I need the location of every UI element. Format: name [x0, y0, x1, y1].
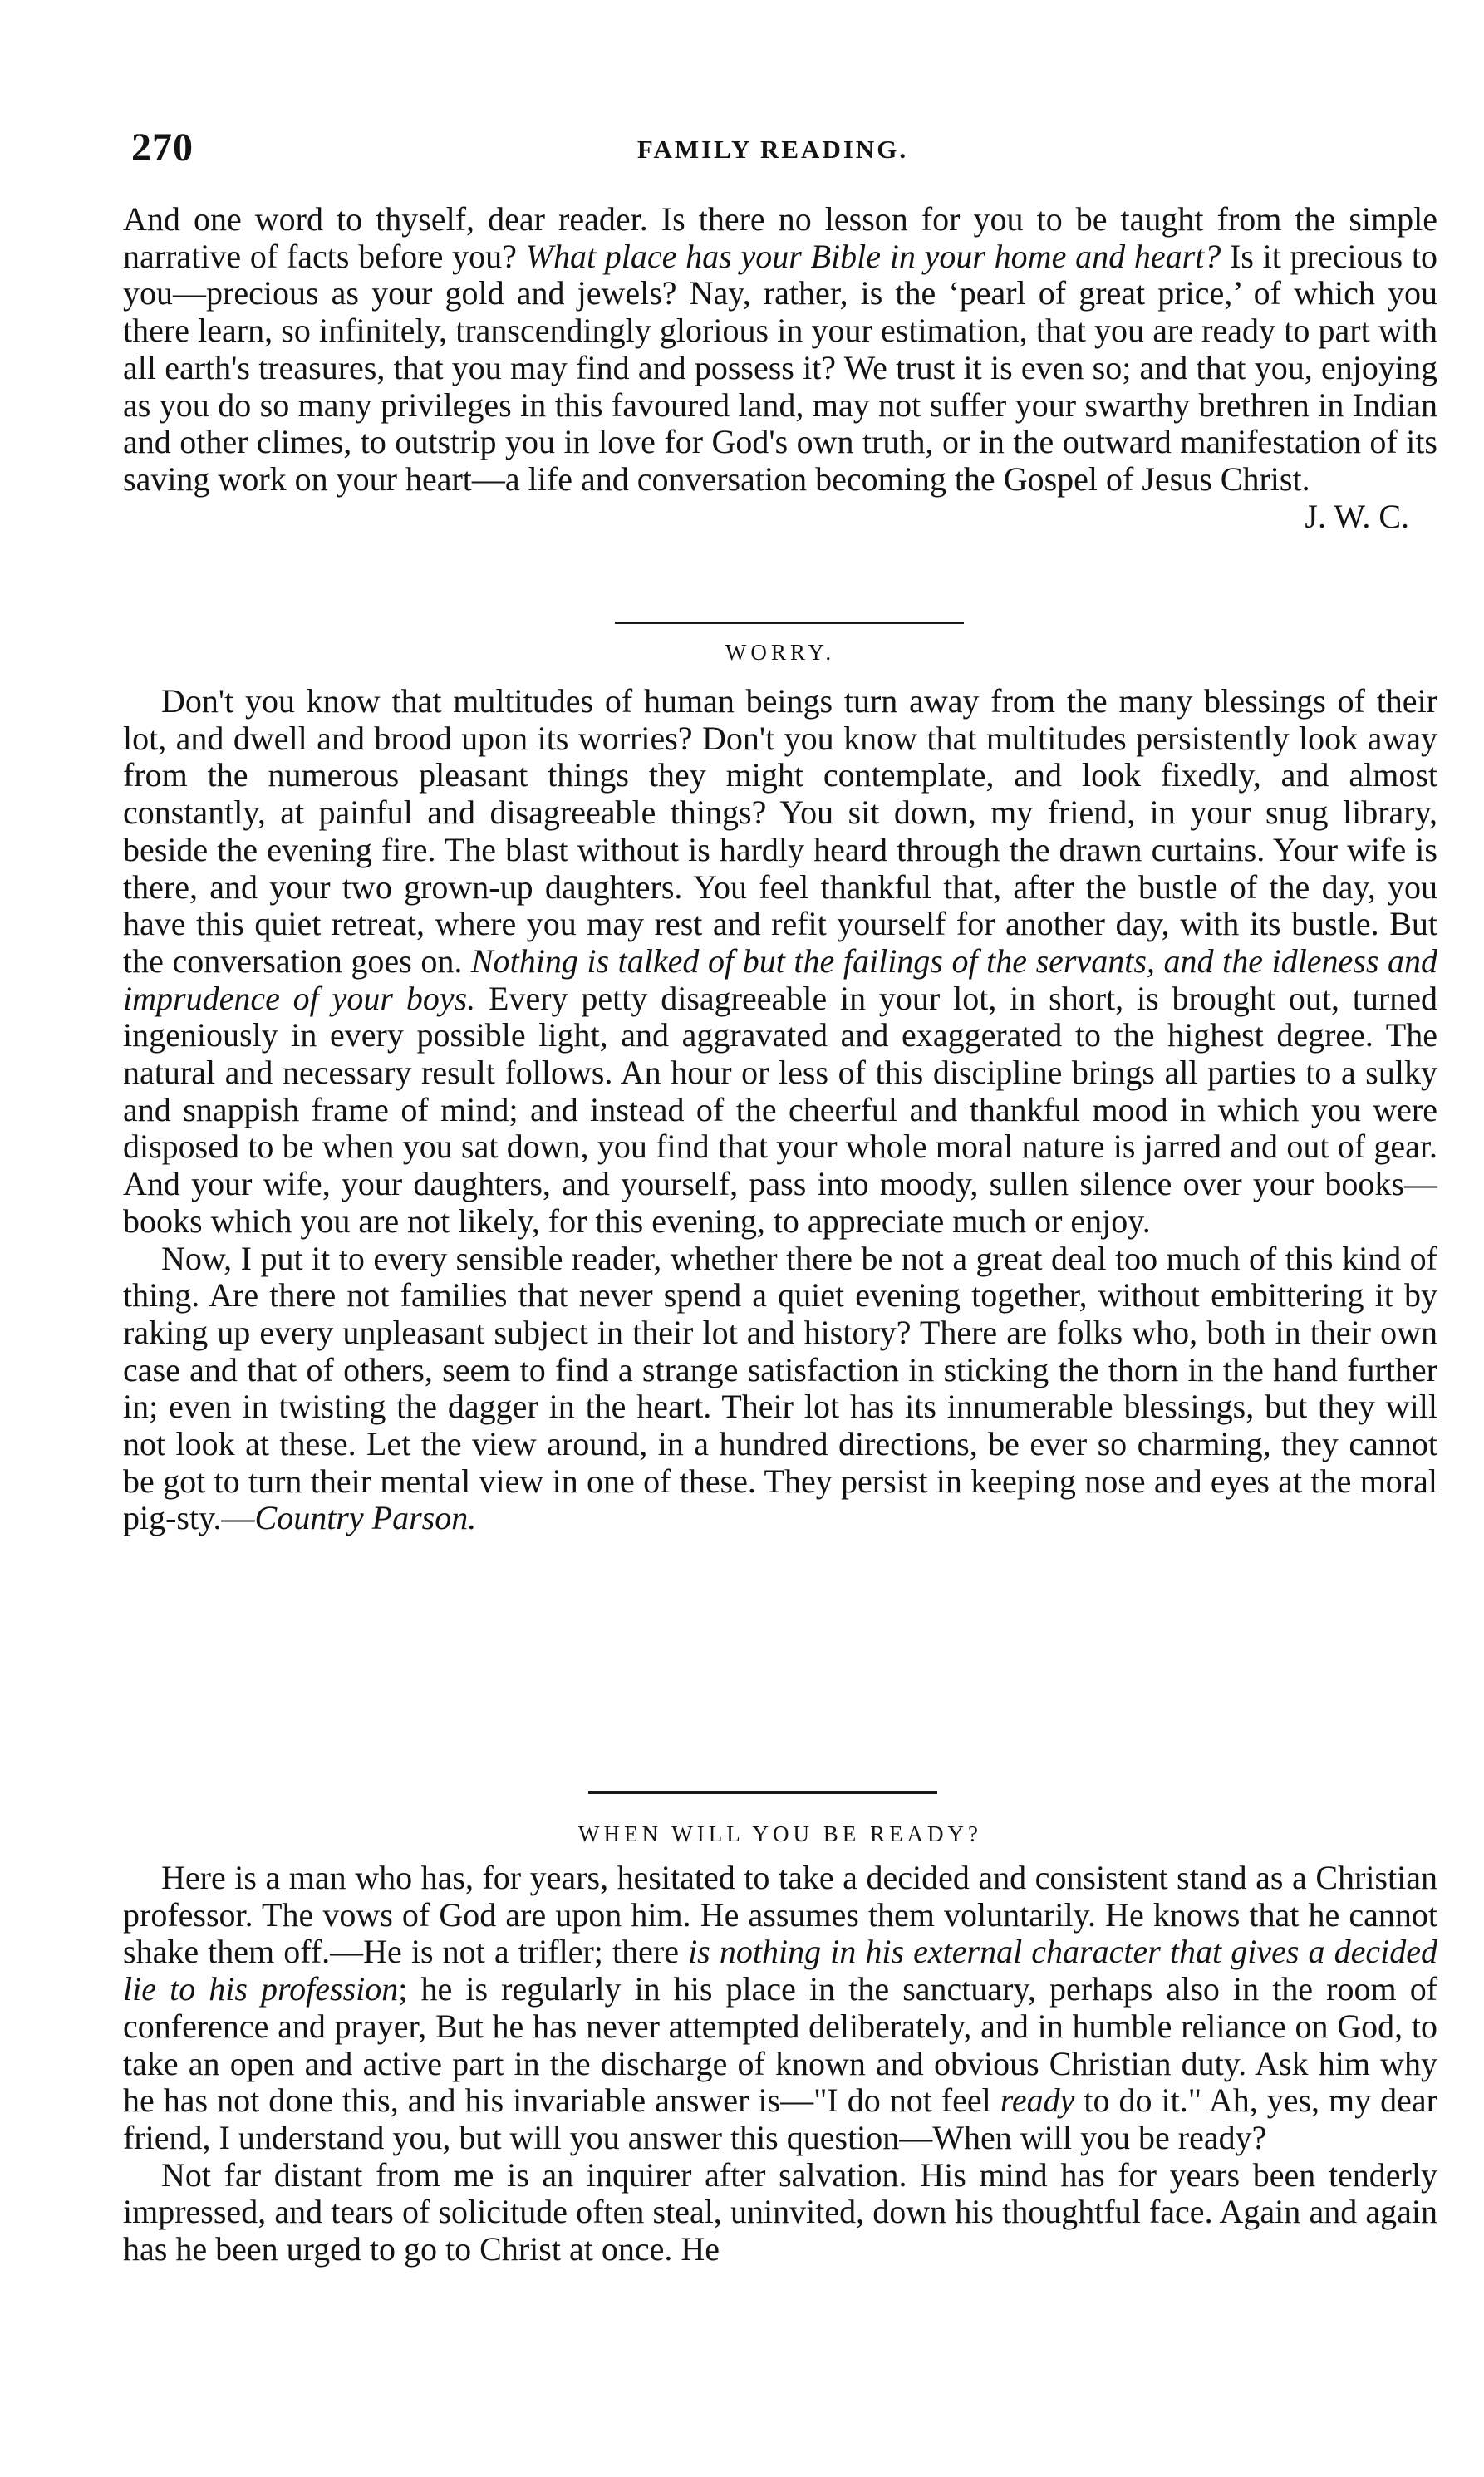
worry-section — [123, 683, 1437, 1537]
worry-text-a: Don't you know that multitudes of human beings turn away from the many blessings of their lot, and dwell and brood upon its worries? Don't you know that multitudes persistently look away from the numerous pleasant things they might contemplate, and look fixedly, and almost constantly, at painful and disagreeable things? You sit down, my friend, in your snug library, beside the evening fire. The blast without is hardly heard through the drawn curtains. Your wife is there, and your two grown-up daughters. You feel thankful that, after the bustle of the day, you have this quiet retreat, where you may rest and refit yourself for another day, with its bustle. But the conversation goes on. — [123, 682, 1437, 980]
intro-italic-question: What place has your Bible in your home and heart? — [525, 237, 1221, 275]
intro-text-a: And one word to thyself, dear reader. Is there no lesson for you to be taught from the simple narrative of facts before you? — [123, 200, 1437, 275]
worry-paragraph-2 — [123, 1241, 1437, 1538]
intro-text-b: Is it precious to you—precious as your gold and jewels? Nay, rather, is the ‘pearl of great price,’ of which you there learn, so infinitely, transcendingly glorious in your estimation, that you are ready to part with all earth's treasures, that you may find and possess it? We trust it is even so; and that you, enjoying as you do so many privileges in this favoured land, may not suffer your swarthy brethren in Indian and other climes, to outstrip you in love for God's own truth, or in the outward manifestation of its saving work on your heart—a life and conversation becoming the Gospel of Jesus Christ. — [123, 237, 1438, 498]
ready-text-a: Here is a man who has, for years, hesitated to take a decided and consistent stand as a Christian professor. The vows of God are upon him. He assumes them voluntarily. He knows that he cannot shake them off.—He is not a trifler; there — [123, 1859, 1437, 1971]
section-divider — [588, 1791, 937, 1794]
section-heading-ready: WHEN WILL YOU BE READY? — [578, 1821, 982, 1846]
ready-text-b: ; he is regularly in his place in the sanctuary, perhaps also in the room of conference and prayer, But he has never attempted deliberately, and in humble reliance on God, to take an open and active part in the discharge of known and obvious Christian duty. Ask him why he has not done this, and his invariable answer is—"I do not feel — [123, 1970, 1438, 2120]
ready-paragraph-1 — [123, 1860, 1437, 2157]
worry-text-c: Now, I put it to every sensible reader, whether there be not a great deal too much of this kind of thing. Are there not families that never spend a quiet evening together, without embittering it by raking up every unpleasant subject in their lot and history? There are folks who, both in their own case and that of others, seem to find a strange satisfaction in sticking the thorn in the hand further in; even in twisting the dagger in the heart. Their lot has its innumerable blessings, but they will not look at these. Let the view around, in a hundred directions, be ever so charming, they cannot be got to turn their mental view in one of these. They persist in keeping nose and eyes at the moral pig-sty.— — [123, 1239, 1437, 1537]
worry-paragraph-1 — [123, 683, 1437, 1241]
ready-section — [123, 1860, 1437, 2268]
section-heading-worry: WORRY. — [725, 640, 836, 665]
signature: J. W. C. — [1305, 497, 1409, 535]
ready-italic-text: is nothing in his external character that gives a decided lie to his profession — [123, 1933, 1437, 2008]
ready-text-c: to do it." Ah, yes, my dear friend, I understand you, but will you answer this question—When will you be ready? — [123, 2081, 1437, 2156]
page-header — [125, 125, 1421, 174]
ready-paragraph-2: Not far distant from me is an inquirer after salvation. His mind has for years been tenderly impressed, and tears of solicitude often steal, uninvited, down his thoughtful face. Again and again has he been urged to go to Christ at once. He — [123, 2155, 1437, 2268]
section-divider — [615, 622, 964, 624]
intro-paragraph — [123, 200, 1438, 535]
intro-section — [123, 201, 1437, 535]
worry-italic-text: Nothing is talked of but the failings of the servants, and the idleness and imprudence of your boys. — [123, 941, 1438, 1017]
page-number: 270 — [131, 125, 194, 170]
running-title: FAMILY READING. — [636, 135, 909, 164]
worry-text-b: Every petty disagreeable in your lot, in short, is brought out, turned ingeniously in every possible light, and aggravated and exaggerated to the highest degree. The natural and necessary result follows. An hour or less of this discipline brings all parties to a sulky and snappish frame of mind; and instead of the cheerful and thankful mood in which you were disposed to be when you sat down, you find that your whole moral nature is jarred and out of gear. And your wife, your daughters, and yourself, pass into moody, sullen silence over your books—books which you are not likely, for this evening, to appreciate much or enjoy. — [123, 979, 1437, 1240]
worry-source: Country Parson. — [254, 1499, 477, 1537]
ready-italic-word: ready — [1000, 2081, 1075, 2120]
